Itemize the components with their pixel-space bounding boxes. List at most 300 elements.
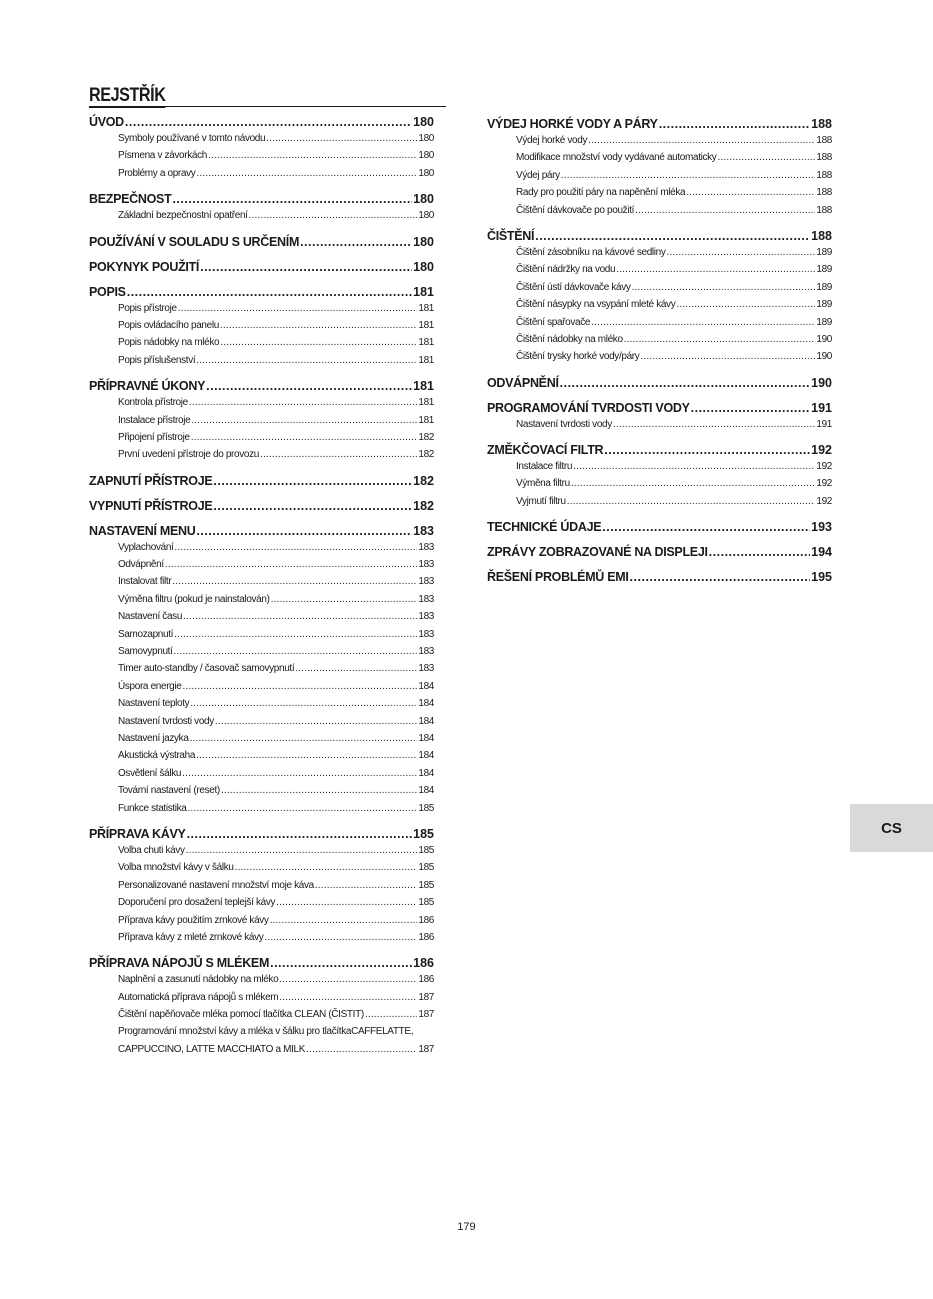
- dot-leader: [561, 167, 816, 184]
- dot-leader: [200, 259, 412, 275]
- toc-item[interactable]: [487, 261, 832, 278]
- toc-item[interactable]: [89, 765, 434, 782]
- dot-leader: [295, 660, 417, 677]
- toc-item-label: Nastavení času: [118, 611, 183, 623]
- toc-section-label: NASTAVENÍ MENU: [89, 523, 196, 539]
- toc-item-page: 184: [418, 680, 434, 692]
- toc-section[interactable]: [89, 284, 434, 300]
- toc-item-page: 182: [418, 449, 434, 461]
- toc-right-column: [487, 116, 832, 585]
- toc-item-page: 183: [418, 628, 434, 640]
- toc-item[interactable]: [487, 475, 832, 492]
- toc-item-page: 185: [418, 879, 434, 891]
- toc-item-page: 186: [418, 914, 434, 926]
- toc-item-page: 181: [418, 319, 434, 331]
- toc-section[interactable]: [89, 114, 434, 130]
- toc-item[interactable]: [487, 167, 832, 184]
- toc-item-page: 180: [418, 150, 434, 162]
- dot-leader: [174, 626, 417, 643]
- language-tab: [850, 804, 933, 852]
- dot-leader: [125, 114, 412, 130]
- dot-leader: [249, 207, 418, 224]
- dot-leader: [221, 782, 418, 799]
- toc-item-label: Úspora energie: [118, 680, 182, 692]
- toc-item[interactable]: [89, 859, 434, 876]
- toc-section[interactable]: [89, 523, 434, 539]
- toc-item-label: Instalace filtru: [516, 461, 573, 473]
- toc-section-page: 185: [413, 826, 434, 842]
- toc-item[interactable]: [89, 539, 434, 556]
- dot-leader: [213, 498, 412, 514]
- toc-item[interactable]: [487, 314, 832, 331]
- toc-item-label: Písmena v závorkách: [118, 150, 207, 162]
- toc-section-page: 192: [811, 442, 832, 458]
- dot-leader: [588, 132, 815, 149]
- dot-leader: [191, 429, 418, 446]
- toc-item[interactable]: [487, 348, 832, 365]
- dot-leader: [279, 989, 417, 1006]
- toc-item-page: 181: [418, 354, 434, 366]
- toc-section-label: ZMĚKČOVACÍ FILTR: [487, 442, 604, 458]
- toc-item-page: 184: [418, 785, 434, 797]
- toc-item-label: Příprava kávy použitím zrnkové kávy: [118, 914, 269, 926]
- toc-section-label: PŘÍPRAVA KÁVY: [89, 826, 186, 842]
- dot-leader: [691, 400, 811, 416]
- toc-item[interactable]: [487, 493, 832, 510]
- toc-section-label: PROGRAMOVÁNÍ TVRDOSTI VODY: [487, 400, 690, 416]
- dot-leader: [613, 416, 815, 433]
- toc-item-label: Instalace přístroje: [118, 414, 191, 426]
- toc-item-page: 188: [816, 204, 832, 216]
- toc-section-page: 195: [811, 569, 832, 585]
- toc-item[interactable]: [89, 147, 434, 164]
- toc-section[interactable]: [89, 378, 434, 394]
- page-title: [89, 86, 446, 107]
- toc-item-page: 184: [418, 732, 434, 744]
- toc-item-label: Tovární nastavení (reset): [118, 785, 220, 797]
- toc-item[interactable]: [487, 416, 832, 433]
- toc-section-page: 188: [811, 116, 832, 132]
- dot-leader: [602, 519, 810, 535]
- toc-item-page: 180: [418, 167, 434, 179]
- dot-leader: [567, 493, 816, 510]
- dot-leader: [560, 375, 811, 391]
- toc-item-page: 192: [816, 495, 832, 507]
- dot-leader: [676, 296, 815, 313]
- dot-leader: [235, 859, 418, 876]
- dot-leader: [213, 473, 412, 489]
- toc-item-label: Nastavení tvrdosti vody: [118, 715, 214, 727]
- toc-section-page: 182: [413, 473, 434, 489]
- dot-leader: [571, 475, 816, 492]
- toc-item-label: Vyjmutí filtru: [516, 495, 566, 507]
- toc-item-label: Čištění napěňovače mléka pomocí tlačítka CLEAN (ČISTIT): [118, 1009, 364, 1021]
- toc-item-page: 188: [816, 152, 832, 164]
- toc-item[interactable]: [89, 643, 434, 660]
- toc-item-page: 190: [816, 333, 832, 345]
- toc-section[interactable]: [487, 375, 832, 391]
- toc-item-page: 183: [418, 559, 434, 571]
- dot-leader: [604, 442, 810, 458]
- toc-item-page: 181: [418, 397, 434, 409]
- toc-section-label: BEZPEČNOST: [89, 191, 172, 207]
- toc-item-page: 184: [418, 715, 434, 727]
- toc-item-multiline-first[interactable]: Programování množství kávy a mléka v šálku pro tlačítkaCAFFELATTE,: [118, 1026, 414, 1038]
- toc-item[interactable]: [89, 608, 434, 625]
- toc-item-label: Popis příslušenství: [118, 354, 196, 366]
- toc-item-label: Odvápnění: [118, 559, 164, 571]
- toc-section[interactable]: [89, 259, 434, 275]
- toc-section-label: ÚVOD: [89, 114, 124, 130]
- toc-section-label: VYPNUTÍ PŘÍSTROJE: [89, 498, 213, 514]
- toc-section-page: 181: [413, 284, 434, 299]
- toc-item[interactable]: [89, 317, 434, 334]
- toc-item-label: Instalovat filtr: [118, 576, 172, 588]
- toc-item-page: 183: [418, 593, 434, 605]
- toc-item-label: Čištění spařovače: [516, 316, 591, 328]
- toc-item[interactable]: [89, 842, 434, 859]
- toc-item-page: 192: [816, 478, 832, 490]
- toc-item-label: Symboly používané v tomto návodu: [118, 133, 266, 144]
- toc-item-page: 192: [816, 461, 832, 473]
- toc-section-label: ŘEŠENÍ PROBLÉMŮ EMI: [487, 569, 629, 585]
- dot-leader: [667, 244, 816, 261]
- dot-leader: [635, 202, 815, 219]
- toc-item-page: 189: [816, 264, 832, 276]
- dot-leader: [220, 317, 417, 334]
- dot-leader: [190, 695, 417, 712]
- toc-section-page: 180: [413, 259, 434, 274]
- dot-leader: [187, 826, 413, 842]
- toc-item-page: 188: [816, 135, 832, 146]
- toc-item-label: Popis nádobky na mléko: [118, 337, 220, 349]
- toc-item[interactable]: [89, 446, 434, 463]
- toc-item[interactable]: [487, 458, 832, 475]
- toc-item[interactable]: [89, 894, 434, 911]
- dot-leader: [186, 842, 418, 859]
- dot-leader: [206, 378, 412, 394]
- dot-leader: [616, 261, 815, 278]
- toc-item-label: Základní bezpečnostní opatření: [118, 210, 248, 222]
- toc-item-page: 180: [418, 210, 434, 222]
- toc-item-label: První uvedení přístroje do provozu: [118, 449, 259, 461]
- toc-left-column: [89, 114, 434, 1058]
- toc-item[interactable]: [89, 782, 434, 799]
- toc-item-page: 182: [418, 431, 434, 443]
- toc-item-label: Samovypnutí: [118, 646, 173, 658]
- toc-item[interactable]: [89, 1006, 434, 1023]
- toc-section-page: 191: [811, 400, 832, 416]
- toc-section-page: 193: [811, 519, 832, 535]
- toc-item[interactable]: [89, 412, 434, 429]
- toc-item-label: Volba chuti kávy: [118, 844, 185, 856]
- dot-leader: [196, 352, 417, 369]
- dot-leader: [174, 643, 418, 660]
- toc-section[interactable]: [89, 498, 434, 514]
- toc-item[interactable]: [89, 556, 434, 573]
- dot-leader: [365, 1006, 418, 1023]
- toc-item-label: Vyplachování: [118, 541, 174, 553]
- toc-item-page: 184: [418, 767, 434, 779]
- dot-leader: [591, 314, 815, 331]
- toc-item-label: Nastavení jazyka: [118, 732, 189, 744]
- toc-item-label: Čištění ústí dávkovače kávy: [516, 281, 631, 293]
- toc-item[interactable]: [487, 244, 832, 261]
- dot-leader: [208, 147, 417, 164]
- toc-item-page: 184: [418, 698, 434, 710]
- page-number: 179: [457, 1221, 476, 1233]
- toc-section-page: 183: [413, 523, 434, 539]
- dot-leader: [188, 800, 418, 817]
- toc-item[interactable]: [89, 971, 434, 988]
- dot-leader: [196, 523, 412, 539]
- toc-item-page: 187: [418, 1009, 434, 1021]
- toc-item[interactable]: [89, 573, 434, 590]
- toc-item-label: Naplnění a zasunutí nádobky na mléko: [118, 974, 279, 986]
- toc-item[interactable]: [89, 678, 434, 695]
- dot-leader: [686, 184, 815, 201]
- toc-item-page: 187: [418, 991, 434, 1003]
- toc-item-label: Čištění dávkovače po použití: [516, 204, 635, 216]
- dot-leader: [196, 165, 417, 182]
- toc-item[interactable]: [89, 800, 434, 817]
- toc-section-page: 182: [413, 498, 434, 514]
- toc-item-page: 189: [816, 246, 832, 258]
- dot-leader: [709, 544, 810, 560]
- toc-item[interactable]: [487, 132, 832, 149]
- dot-leader: [573, 458, 815, 475]
- dot-leader: [624, 331, 816, 348]
- toc-item[interactable]: [89, 713, 434, 730]
- toc-item[interactable]: [89, 695, 434, 712]
- toc-item-label: Čištění násypky na vsypání mleté kávy: [516, 299, 676, 311]
- dot-leader: [189, 394, 418, 411]
- dot-leader: [630, 569, 811, 585]
- toc-item-page: 186: [418, 931, 434, 943]
- toc-item-page: 188: [816, 169, 832, 181]
- toc-item-page: 189: [816, 299, 832, 311]
- toc-item-page: 185: [418, 897, 434, 909]
- toc-item-page: 183: [418, 646, 434, 658]
- toc-item-page: 189: [816, 281, 832, 293]
- toc-item[interactable]: [89, 165, 434, 182]
- toc-item[interactable]: [89, 130, 434, 147]
- toc-item[interactable]: [89, 394, 434, 411]
- dot-leader: [260, 446, 417, 463]
- dot-leader: [190, 730, 418, 747]
- toc-item[interactable]: [487, 184, 832, 201]
- toc-item-multiline-second[interactable]: [89, 1041, 434, 1058]
- toc-item-label: Timer auto-standby / časovač samovypnutí: [118, 663, 295, 675]
- toc-item[interactable]: [89, 352, 434, 369]
- toc-item-page: 181: [418, 337, 434, 349]
- dot-leader: [165, 556, 418, 573]
- toc-section[interactable]: [487, 519, 832, 535]
- toc-section-page: 190: [811, 375, 832, 391]
- toc-item-label: Rady pro použití páry na napěnění mléka: [516, 187, 686, 199]
- toc-item[interactable]: [89, 877, 434, 894]
- toc-item[interactable]: [89, 626, 434, 643]
- toc-item-label: Výdej páry: [516, 169, 560, 181]
- dot-leader: [640, 348, 815, 365]
- toc-item[interactable]: [89, 591, 434, 608]
- toc-item-label: Personalizované nastavení množství moje káva: [118, 879, 314, 891]
- toc-section-page: 180: [413, 234, 434, 249]
- toc-item-label: Akustická výstraha: [118, 750, 196, 762]
- toc-item[interactable]: [89, 989, 434, 1006]
- toc-section-label: PŘÍPRAVNÉ ÚKONY: [89, 378, 206, 394]
- dot-leader: [270, 912, 418, 929]
- dot-leader: [174, 539, 417, 556]
- toc-section[interactable]: [487, 228, 832, 244]
- toc-item-page: 188: [816, 187, 832, 199]
- toc-item-page: 186: [418, 974, 434, 986]
- toc-item-label: Výdej horké vody: [516, 135, 588, 146]
- dot-leader: [632, 279, 816, 296]
- toc-item-page: 184: [418, 750, 434, 762]
- toc-item-page: 185: [418, 862, 434, 874]
- toc-section[interactable]: [89, 955, 434, 971]
- toc-item-page: 183: [418, 576, 434, 588]
- toc-section-label: ZAPNUTÍ PŘÍSTROJE: [89, 473, 213, 489]
- toc-section-label: POKYNYK POUŽITÍ: [89, 259, 200, 274]
- toc-section-label: ZPRÁVY ZOBRAZOVANÉ NA DISPLEJI: [487, 544, 708, 560]
- toc-section[interactable]: [487, 544, 832, 560]
- toc-item-page: 190: [816, 351, 832, 363]
- toc-section[interactable]: [487, 400, 832, 416]
- toc-item-page: 185: [418, 844, 434, 856]
- toc-item[interactable]: [89, 747, 434, 764]
- toc-section-page: 180: [413, 191, 434, 207]
- toc-item-label: Čištění trysky horké vody/páry: [516, 351, 640, 363]
- toc-item-page: 180: [418, 133, 434, 144]
- toc-section-page: 194: [811, 544, 832, 560]
- toc-section-page: 188: [811, 228, 832, 244]
- dot-leader: [264, 929, 417, 946]
- toc-section[interactable]: [487, 442, 832, 458]
- toc-item-label: Čištění nádržky na vodu: [516, 264, 616, 276]
- dot-leader: [279, 971, 417, 988]
- toc-item-label: Volba množství kávy v šálku: [118, 862, 234, 874]
- dot-leader: [271, 591, 418, 608]
- toc-item[interactable]: [89, 334, 434, 351]
- language-tab-label: CS: [881, 819, 902, 837]
- toc-section[interactable]: [487, 569, 832, 585]
- dot-leader: [270, 955, 412, 971]
- toc-item-label: Samozapnutí: [118, 628, 174, 640]
- toc-section-label: PŘÍPRAVA NÁPOJŮ S MLÉKEM: [89, 955, 270, 971]
- toc-item[interactable]: [487, 149, 832, 166]
- toc-section[interactable]: [89, 234, 434, 250]
- toc-section-page: 180: [413, 114, 434, 130]
- toc-item-page: 189: [816, 316, 832, 328]
- toc-item-label: Výměna filtru: [516, 478, 570, 490]
- dot-leader: [182, 765, 417, 782]
- toc-item-multiline-second-label: CAPPUCCINO, LATTE MACCHIATO a MILK: [118, 1043, 306, 1055]
- index-heading: REJSTŘÍK: [89, 85, 166, 106]
- toc-section[interactable]: [89, 473, 434, 489]
- toc-item[interactable]: [89, 207, 434, 224]
- toc-section-label: VÝDEJ HORKÉ VODY A PÁRY: [487, 116, 658, 132]
- toc-item-label: Popis přístroje: [118, 302, 177, 314]
- toc-section-label: ČIŠTĚNÍ: [487, 228, 535, 244]
- dot-leader: [300, 234, 412, 250]
- toc-section[interactable]: [487, 116, 832, 132]
- dot-leader: [172, 191, 412, 207]
- toc-item[interactable]: [487, 331, 832, 348]
- toc-item[interactable]: [89, 429, 434, 446]
- toc-item-label: Čištění zásobníku na kávové sedliny: [516, 246, 666, 258]
- toc-item-label: Připojení přístroje: [118, 431, 190, 443]
- toc-section[interactable]: [89, 826, 434, 842]
- toc-section-label: TECHNICKÉ ÚDAJE: [487, 519, 602, 535]
- toc-item[interactable]: [89, 730, 434, 747]
- dot-leader: [183, 608, 417, 625]
- toc-item[interactable]: [487, 202, 832, 219]
- toc-item-label: Nastavení teploty: [118, 698, 190, 710]
- toc-item-page: 183: [418, 541, 434, 553]
- toc-item[interactable]: [487, 279, 832, 296]
- toc-section-label: POUŽÍVÁNÍ V SOULADU S URČENÍM: [89, 234, 300, 249]
- dot-leader: [215, 713, 417, 730]
- toc-item-multiline-second-page: 187: [418, 1043, 434, 1055]
- toc-item-page: 183: [418, 611, 434, 623]
- dot-leader: [535, 228, 810, 244]
- dot-leader: [659, 116, 810, 132]
- toc-item[interactable]: [487, 296, 832, 313]
- toc-item-label: Modifikace množství vody vydávané automaticky: [516, 152, 717, 164]
- dot-leader: [172, 573, 417, 590]
- toc-section-page: 181: [413, 378, 434, 394]
- toc-item-page: 181: [418, 302, 434, 314]
- toc-section-page: 186: [413, 955, 434, 971]
- toc-item-label: Čištění nádobky na mléko: [516, 333, 623, 345]
- toc-item[interactable]: [89, 929, 434, 946]
- toc-item[interactable]: [89, 300, 434, 317]
- toc-item[interactable]: [89, 912, 434, 929]
- toc-item[interactable]: [89, 660, 434, 677]
- toc-item-label: Kontrola přístroje: [118, 397, 188, 409]
- toc-item-label: Funkce statistika: [118, 802, 187, 814]
- dot-leader: [315, 877, 418, 894]
- toc-item-label: Popis ovládacího panelu: [118, 319, 219, 331]
- toc-item-label: Příprava kávy z mleté zrnkové kávy: [118, 931, 264, 943]
- dot-leader: [182, 678, 417, 695]
- dot-leader: [306, 1041, 417, 1058]
- toc-item-page: 183: [418, 663, 434, 675]
- dot-leader: [266, 130, 417, 147]
- toc-item-label: Výměna filtru (pokud je nainstalován): [118, 593, 270, 605]
- toc-item-label: Nastavení tvrdosti vody: [516, 418, 612, 430]
- toc-section-label: ODVÁPNĚNÍ: [487, 375, 559, 391]
- dot-leader: [220, 334, 417, 351]
- dot-leader: [178, 300, 418, 317]
- dot-leader: [717, 149, 815, 166]
- toc-item-label: Problémy a opravy: [118, 167, 196, 179]
- toc-item-label: Doporučení pro dosažení teplejší kávy: [118, 897, 276, 909]
- dot-leader: [127, 284, 412, 300]
- toc-section-label: POPIS: [89, 284, 126, 299]
- dot-leader: [191, 412, 417, 429]
- toc-item-label: Automatická příprava nápojů s mlékem: [118, 991, 279, 1003]
- toc-item-label: Osvětlení šálku: [118, 767, 182, 779]
- toc-item-page: 191: [816, 418, 832, 430]
- dot-leader: [196, 747, 417, 764]
- toc-item-page: 181: [418, 414, 434, 426]
- toc-section[interactable]: [89, 191, 434, 207]
- toc-item-page: 185: [418, 802, 434, 814]
- dot-leader: [276, 894, 417, 911]
